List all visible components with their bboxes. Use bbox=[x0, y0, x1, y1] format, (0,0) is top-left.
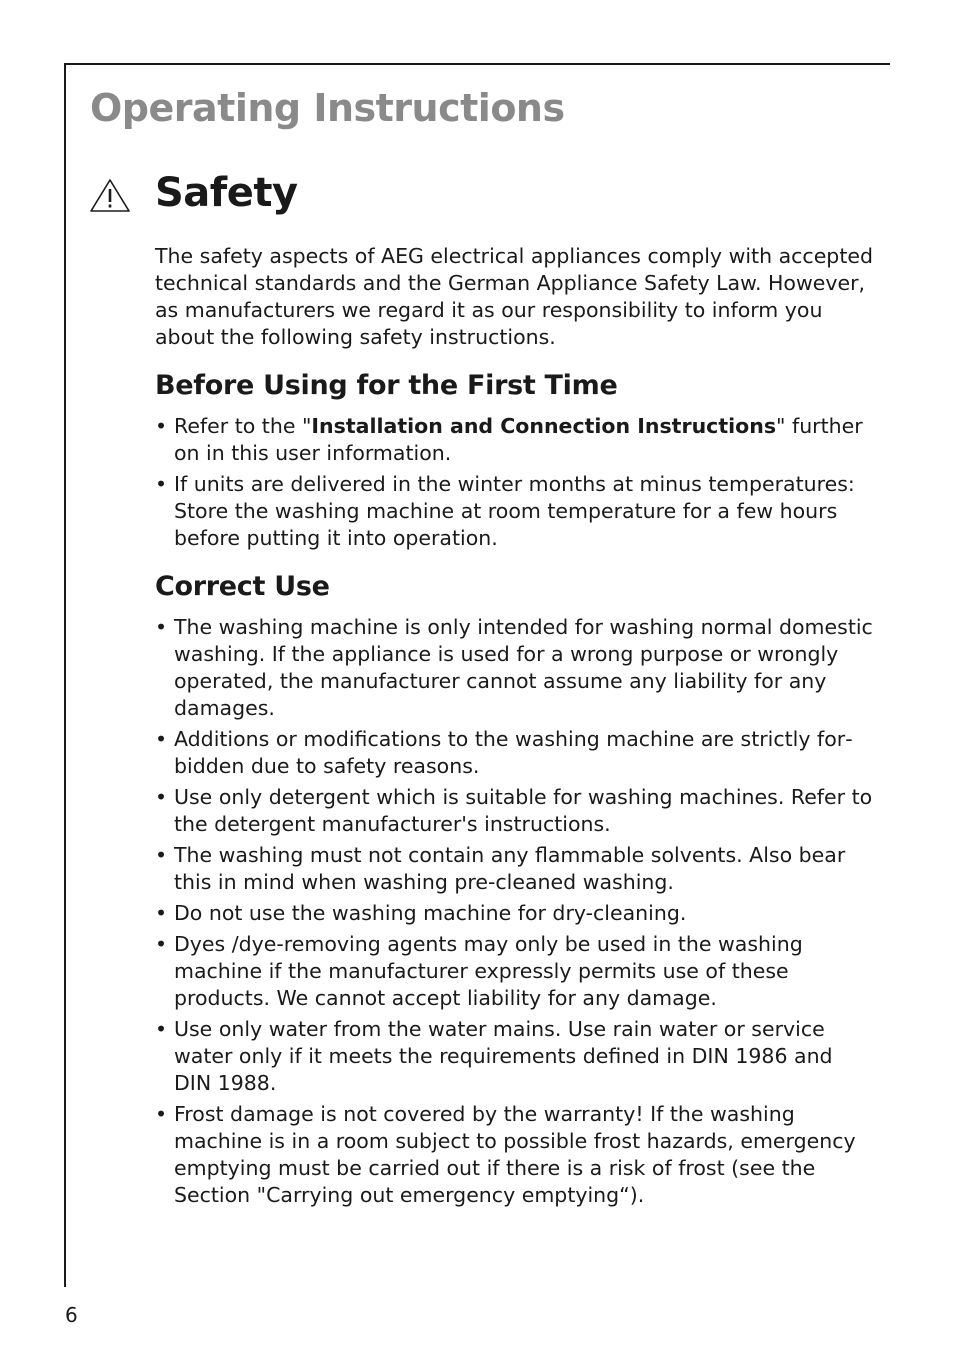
before-first-use-list bbox=[155, 413, 875, 552]
heading-correct-use: Correct Use bbox=[155, 571, 330, 602]
document-title: Operating Instructions bbox=[90, 86, 565, 130]
heading-before-first-use: Before Using for the First Time bbox=[155, 370, 618, 401]
correct-use-list bbox=[155, 614, 875, 1209]
list-item: • Do not use the washing machine for dry-cleaning. bbox=[155, 900, 875, 927]
list-item: • Dyes /dye-removing agents may only be used in the washing machine if the manufacturer expressly permits use of these products. We cannot accept liability for any damage. bbox=[155, 931, 875, 1012]
list-item bbox=[155, 413, 875, 467]
page-number: 6 bbox=[65, 1303, 78, 1327]
installation-instructions-reference: Installation and Connection Instructions bbox=[311, 414, 777, 438]
list-item: • The washing must not contain any flammable solvents. Also bear this in mind when washing pre-cleaned washing. bbox=[155, 842, 875, 896]
list-item: • Additions or modifications to the washing machine are strictly forbidden due to safety reasons. bbox=[155, 726, 875, 780]
list-item-text: " further on in this user information. bbox=[174, 414, 863, 465]
list-item: • If units are delivered in the winter months at minus temperatures: Store the washing machine at room temperature for a few hours before putting it into operation. bbox=[155, 471, 875, 552]
section-title-safety: Safety bbox=[155, 170, 298, 216]
safety-intro-paragraph: The safety aspects of AEG electrical appliances comply with accepted technical standards and the German Appliance Safety Law. However, as manufacturers we regard it as our responsibility to inform you about the following safety instructions. bbox=[155, 244, 873, 349]
safety-content bbox=[155, 243, 875, 1227]
list-item: • Use only detergent which is suitable for washing machines. Refer to the detergent manufacturer's instructions. bbox=[155, 784, 875, 838]
list-item: • Use only water from the water mains. Use rain water or service water only if it meets the requirements defined in DIN 1986 and DIN 1988. bbox=[155, 1016, 875, 1097]
page-frame-left-rule bbox=[64, 63, 66, 1287]
warning-triangle-icon bbox=[89, 177, 131, 213]
list-item-text: Refer to the " bbox=[174, 414, 312, 438]
list-item: • The washing machine is only intended for washing normal domestic washing. If the appliance is used for a wrong purpose or wrongly operated, the manufacturer cannot assume any liability for any damages. bbox=[155, 614, 875, 722]
page-frame-top-rule bbox=[64, 63, 890, 65]
list-item: • Frost damage is not covered by the warranty! If the washing machine is in a room subject to possible frost hazards, emergency emptying must be carried out if there is a risk of frost (see the Section "Carrying out emergency emptying“). bbox=[155, 1101, 875, 1209]
